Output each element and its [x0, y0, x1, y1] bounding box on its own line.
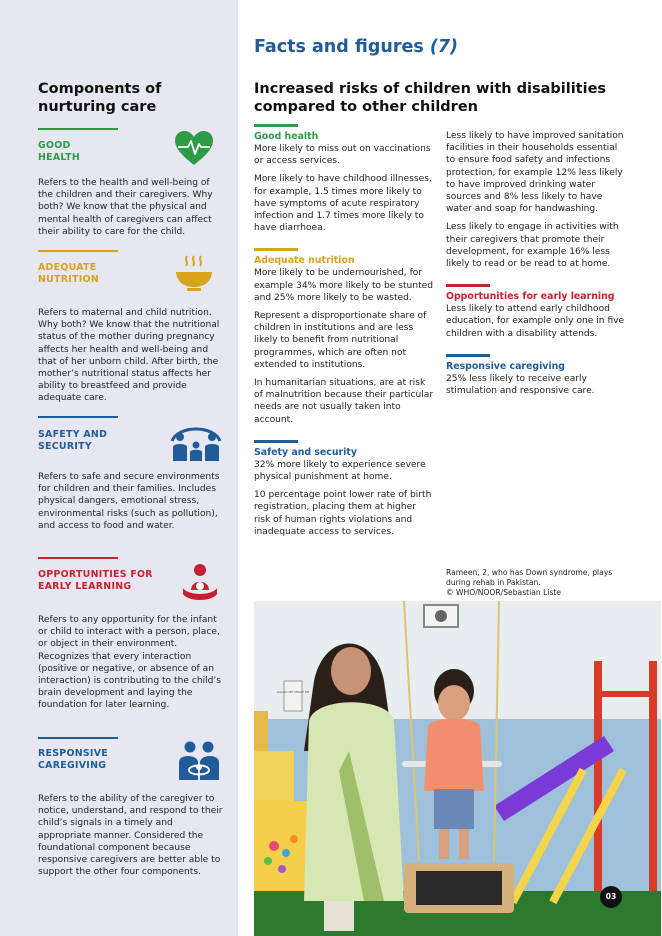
learning-rule — [38, 557, 118, 559]
facts-column-right — [446, 130, 626, 403]
page-number: 03 — [600, 886, 622, 908]
good-health-description: Refers to the health and well-being of the children and their caregivers. Why both? We know that the physical and mental health of caregivers can affect their ability to care for the child. — [38, 178, 213, 237]
photo-caption-text: Rameen, 2, who has Down syndrome, plays during rehab in Pakistan. — [446, 568, 613, 587]
nutrition-fact: In humanitarian situations, are at risk of malnutrition because their particular needs are not usually taken into account. — [254, 378, 434, 425]
caregiver-hug-icon — [177, 740, 221, 780]
sidebar-title: Components of nurturing care — [38, 81, 162, 115]
good-health-label: GOOD HEALTH — [38, 140, 80, 163]
good-health-heading: Good health — [254, 131, 319, 142]
safety-fact: Less likely to have improved sanitation facilities in their households essential to ensure food safety and infections protection, for example 12% less likely to have improved drinking water sources and 8% less likely to have water and soap for handwashing. — [446, 131, 624, 215]
facts-column-left — [254, 124, 434, 544]
sidebar — [0, 0, 238, 936]
photo — [254, 601, 661, 936]
safety-rule — [38, 416, 118, 418]
page-title: Facts and figures (7) — [254, 37, 459, 57]
nutrition-rule — [254, 248, 298, 251]
learning-heading: Opportunities for early learning — [446, 291, 615, 303]
good-health-fact: More likely to have childhood illnesses, for example, 1.5 times more likely to have symptoms of acute respiratory infection and 1.7 times more likely to have diarrhoea. — [254, 174, 432, 234]
learning-rule — [446, 284, 490, 287]
safety-rule — [254, 440, 298, 443]
photo-caption — [446, 568, 636, 597]
safety-label: SAFETY AND SECURITY — [38, 429, 108, 452]
nutrition-fact: More likely to be undernourished, for example 34% more likely to be stunted and 25% more likely to be wasted. — [254, 268, 434, 303]
child-learning-icon — [180, 562, 220, 602]
nutrition-label: ADEQUATE NUTRITION — [38, 262, 99, 285]
safety-fact: 10 percentage point lower rate of birth registration, placing them at higher risk of human rights violations and inadequate access to services. — [254, 490, 432, 537]
photo-credit: © WHO/NOOR/Sebastian Liste — [446, 587, 562, 597]
safety-fact: Less likely to engage in activities with their caregivers that promote their development, for example 16% less likely to read or be read to at home. — [446, 222, 619, 270]
learning-fact: Less likely to attend early childhood education, for example only one in five children with a disability attends. — [446, 304, 625, 339]
nutrition-description: Refers to maternal and child nutrition. Why both? We know that the nutritional status of the mother during pregnancy affects her health and well-being and that of her unborn child. After birth, the mother’s nutritional status affects her ability to breastfeed and provide adequate care. — [38, 308, 220, 404]
safety-fact: 32% more likely to experience severe physical punishment at home. — [254, 459, 426, 483]
learning-description: Refers to any opportunity for the infant or child to interact with a person, place, or object in their environment. Recognizes that every interaction (positive or negative, or absence of an interaction) is contributing to the child’s brain development and laying the foundation for later learning. — [38, 615, 222, 711]
nutrition-fact: Represent a disproportionate share of children in institutions and are less likely to benefit from nutritional programmes, which are often not extended to institutions. — [254, 311, 427, 370]
safety-heading: Safety and security — [254, 446, 357, 458]
food-bowl-icon — [174, 254, 214, 294]
section-subtitle: Increased risks of children with disabilities compared to other children — [254, 81, 607, 115]
caregiving-rule — [38, 737, 118, 739]
heart-pulse-icon — [174, 130, 214, 166]
learning-label: OPPORTUNITIES FOR EARLY LEARNING — [38, 569, 153, 592]
caregiving-label: RESPONSIVE CAREGIVING — [38, 748, 108, 771]
caregiving-heading: Responsive caregiving — [446, 360, 566, 372]
caregiving-rule — [446, 354, 490, 357]
nutrition-heading: Adequate nutrition — [254, 255, 355, 267]
safety-description: Refers to safe and secure environments for children and their families. Includes physical dangers, emotional stress, environmental risks (such as pollution), and access to food and water. — [38, 472, 220, 531]
good-health-fact: More likely to miss out on vaccinations or access services. — [254, 144, 431, 167]
rehab-photo-illustration — [254, 601, 661, 936]
nutrition-rule — [38, 250, 118, 252]
caregiving-description: Refers to the ability of the caregiver to notice, understand, and respond to their child’s signals in a timely and appropriate manner. Considered the foundational component because responsive caregivers are better able to support the other four components. — [38, 794, 223, 878]
caregiving-fact: 25% less likely to receive early stimulation and responsive care. — [446, 373, 595, 397]
good-health-rule — [38, 128, 118, 130]
wall-sign-text: GUARD ME SHAPE ME — [276, 690, 310, 694]
good-health-rule — [254, 124, 298, 127]
family-shelter-icon — [168, 421, 224, 461]
